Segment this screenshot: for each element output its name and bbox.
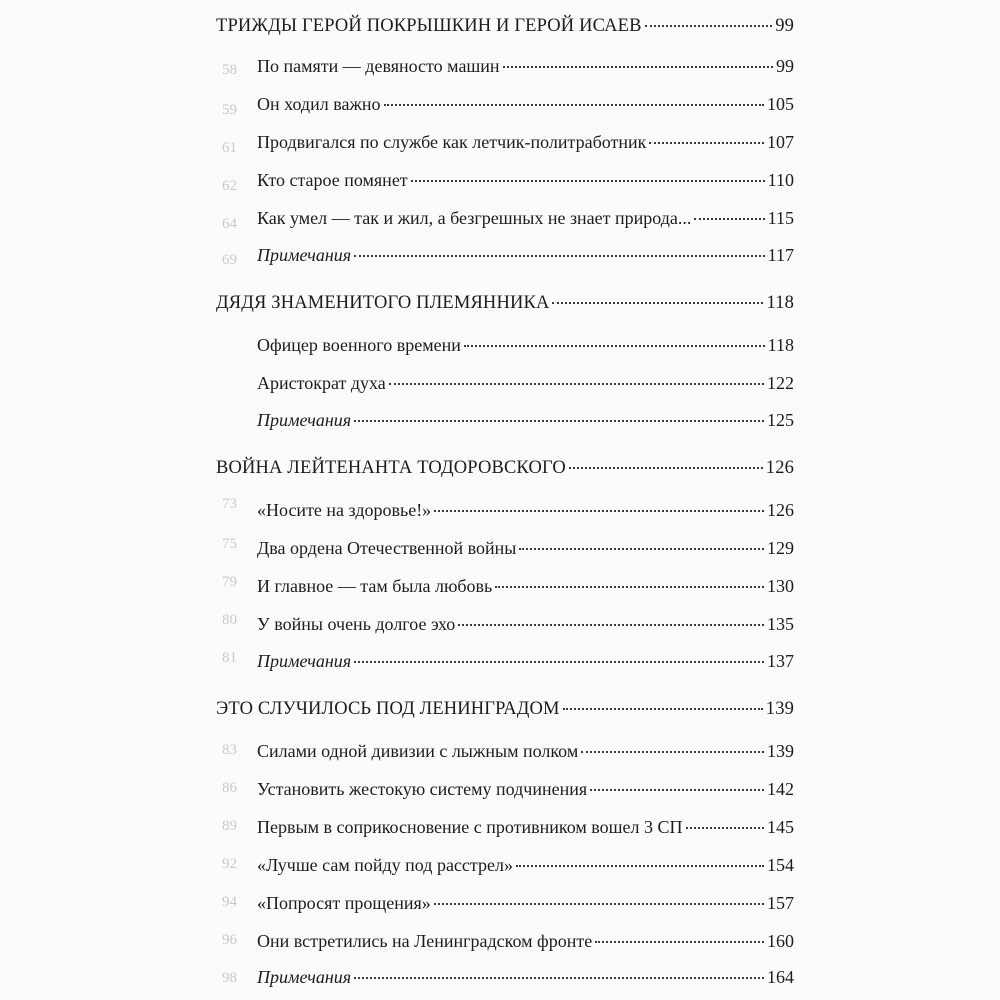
toc-page-number: 139: [765, 699, 794, 719]
dot-leader: [649, 142, 764, 144]
toc-page-number: 137: [767, 651, 794, 671]
dot-leader: [645, 25, 773, 27]
toc-entry-notes: [257, 244, 794, 266]
dot-leader: [434, 903, 764, 905]
toc-entry-title: Они встретились на Ленинградском фронте: [257, 931, 593, 951]
toc-entry-title: Установить жестокую систему подчинения: [257, 779, 588, 799]
toc-chapter: [216, 292, 794, 314]
dot-leader: [581, 751, 764, 753]
toc-entry-notes: [257, 650, 794, 672]
toc-entry-title: ВОЙНА ЛЕЙТЕНАНТА ТОДОРОВСКОГО: [216, 458, 566, 478]
toc-chapter: [216, 698, 794, 720]
toc-entry-title: «Попросят прощения»: [257, 893, 431, 913]
toc-page-number: 117: [767, 245, 794, 265]
bleed-through-mark: 86: [222, 780, 237, 796]
dot-leader: [464, 345, 765, 347]
toc-entry: [257, 575, 794, 597]
bleed-through-mark: 98: [222, 970, 237, 986]
toc-entry: [257, 613, 794, 635]
bleed-through-mark: 80: [222, 612, 237, 628]
dot-leader: [389, 383, 764, 385]
dot-leader: [434, 510, 764, 512]
bleed-through-mark: 81: [222, 650, 237, 666]
toc-page-number: 154: [767, 855, 794, 875]
toc-entry-title: Примечания: [257, 967, 352, 987]
toc-page-number: 157: [767, 893, 794, 913]
toc-entry: [257, 854, 794, 876]
dot-leader: [686, 827, 764, 829]
toc-page-number: 142: [767, 779, 794, 799]
toc-entry: [257, 892, 794, 914]
toc-entry-title: ТРИЖДЫ ГЕРОЙ ПОКРЫШКИН И ГЕРОЙ ИСАЕВ: [216, 16, 642, 36]
toc-entry-title: Два ордена Отечественной войны: [257, 538, 517, 558]
toc-entry-title: Продвигался по службе как летчик-политработник: [257, 132, 647, 152]
toc-page-number: 160: [767, 931, 794, 951]
dot-leader: [552, 302, 763, 304]
toc-page-number: 99: [775, 16, 794, 36]
bleed-through-mark: 75: [222, 536, 237, 552]
dot-leader: [458, 624, 764, 626]
toc-entry-title: Он ходил важно: [257, 94, 381, 114]
toc-page-number: 129: [767, 538, 794, 558]
toc-entry: [257, 169, 794, 191]
dot-leader: [563, 708, 763, 710]
toc-page-number: 115: [767, 208, 794, 228]
toc-entry-title: «Лучше сам пойду под расстрел»: [257, 855, 513, 875]
bleed-through-mark: 79: [222, 574, 237, 590]
toc-page-number: 105: [767, 94, 794, 114]
bleed-through-mark: 58: [222, 62, 237, 78]
toc-entry: [257, 537, 794, 559]
bleed-through-mark: 64: [222, 216, 237, 232]
toc-entry: [257, 372, 794, 394]
toc-page-number: 107: [767, 132, 794, 152]
toc-page-number: 130: [767, 576, 794, 596]
toc-entry: [257, 93, 794, 115]
toc-entry: [257, 778, 794, 800]
toc-page-number: 135: [767, 614, 794, 634]
toc-page-number: 125: [767, 410, 794, 430]
toc-page-number: 126: [767, 500, 794, 520]
toc-page-number: 118: [766, 293, 794, 313]
toc-entry-title: И главное — там была любовь: [257, 576, 493, 596]
bleed-through-mark: 62: [222, 178, 237, 194]
toc-entry: [257, 131, 794, 153]
bleed-through-mark: 94: [222, 894, 237, 910]
toc-entry: [257, 499, 794, 521]
toc-entry: [257, 55, 794, 77]
dot-leader: [516, 865, 764, 867]
toc-entry: [257, 740, 794, 762]
bleed-through-mark: 83: [222, 742, 237, 758]
toc-entry-title: Аристократ духа: [257, 373, 386, 393]
dot-leader: [590, 789, 764, 791]
toc-page-number: 164: [767, 967, 794, 987]
toc-entry: [257, 207, 794, 229]
bleed-through-mark: 73: [222, 496, 237, 512]
dot-leader: [595, 941, 764, 943]
bleed-through-mark: 61: [222, 140, 237, 156]
toc-entry-title: Примечания: [257, 245, 352, 265]
toc-entry-title: У войны очень долгое эхо: [257, 614, 456, 634]
toc-chapter: [216, 15, 794, 37]
dot-leader: [694, 218, 764, 220]
bleed-through-mark: 69: [222, 252, 237, 268]
toc-page-number: 139: [767, 741, 794, 761]
toc-page-number: 122: [767, 373, 794, 393]
toc-entry: [257, 334, 794, 356]
toc-entry-title: Как умел — так и жил, а безгрешных не знает природа...: [257, 208, 692, 228]
bleed-through-mark: 59: [222, 102, 237, 118]
toc-page-number: 118: [767, 335, 794, 355]
toc-entry-title: Силами одной дивизии с лыжным полком: [257, 741, 579, 761]
toc-entry-title: «Носите на здоровье!»: [257, 500, 432, 520]
dot-leader: [503, 66, 773, 68]
toc-page-number: 145: [767, 817, 794, 837]
toc-entry-title: ЭТО СЛУЧИЛОСЬ ПОД ЛЕНИНГРАДОМ: [216, 699, 560, 719]
bleed-through-mark: 96: [222, 932, 237, 948]
dot-leader: [519, 548, 764, 550]
dot-leader: [354, 255, 765, 257]
toc-entry: [257, 816, 794, 838]
toc-entry: [257, 930, 794, 952]
dot-leader: [354, 661, 764, 663]
toc-entry-notes: [257, 966, 794, 988]
dot-leader: [384, 104, 764, 106]
dot-leader: [354, 977, 764, 979]
toc-entry-title: Примечания: [257, 651, 352, 671]
toc-chapter: [216, 457, 794, 479]
toc-page-number: 110: [767, 170, 794, 190]
bleed-through-mark: 92: [222, 856, 237, 872]
toc-entry-title: Примечания: [257, 410, 352, 430]
toc-entry-title: Офицер военного времени: [257, 335, 461, 355]
dot-leader: [569, 467, 763, 469]
toc-page-number: 126: [765, 458, 794, 478]
dot-leader: [495, 586, 764, 588]
toc-entry-title: По памяти — девяносто машин: [257, 56, 500, 76]
dot-leader: [354, 420, 764, 422]
toc-page-number: 99: [776, 56, 794, 76]
toc-entry-notes: [257, 409, 794, 431]
bleed-through-mark: 89: [222, 818, 237, 834]
toc-entry-title: Кто старое помянет: [257, 170, 408, 190]
dot-leader: [411, 180, 765, 182]
toc-entry-title: ДЯДЯ ЗНАМЕНИТОГО ПЛЕМЯННИКА: [216, 293, 550, 313]
toc-entry-title: Первым в соприкосновение с противником вошел 3 СП: [257, 817, 683, 837]
